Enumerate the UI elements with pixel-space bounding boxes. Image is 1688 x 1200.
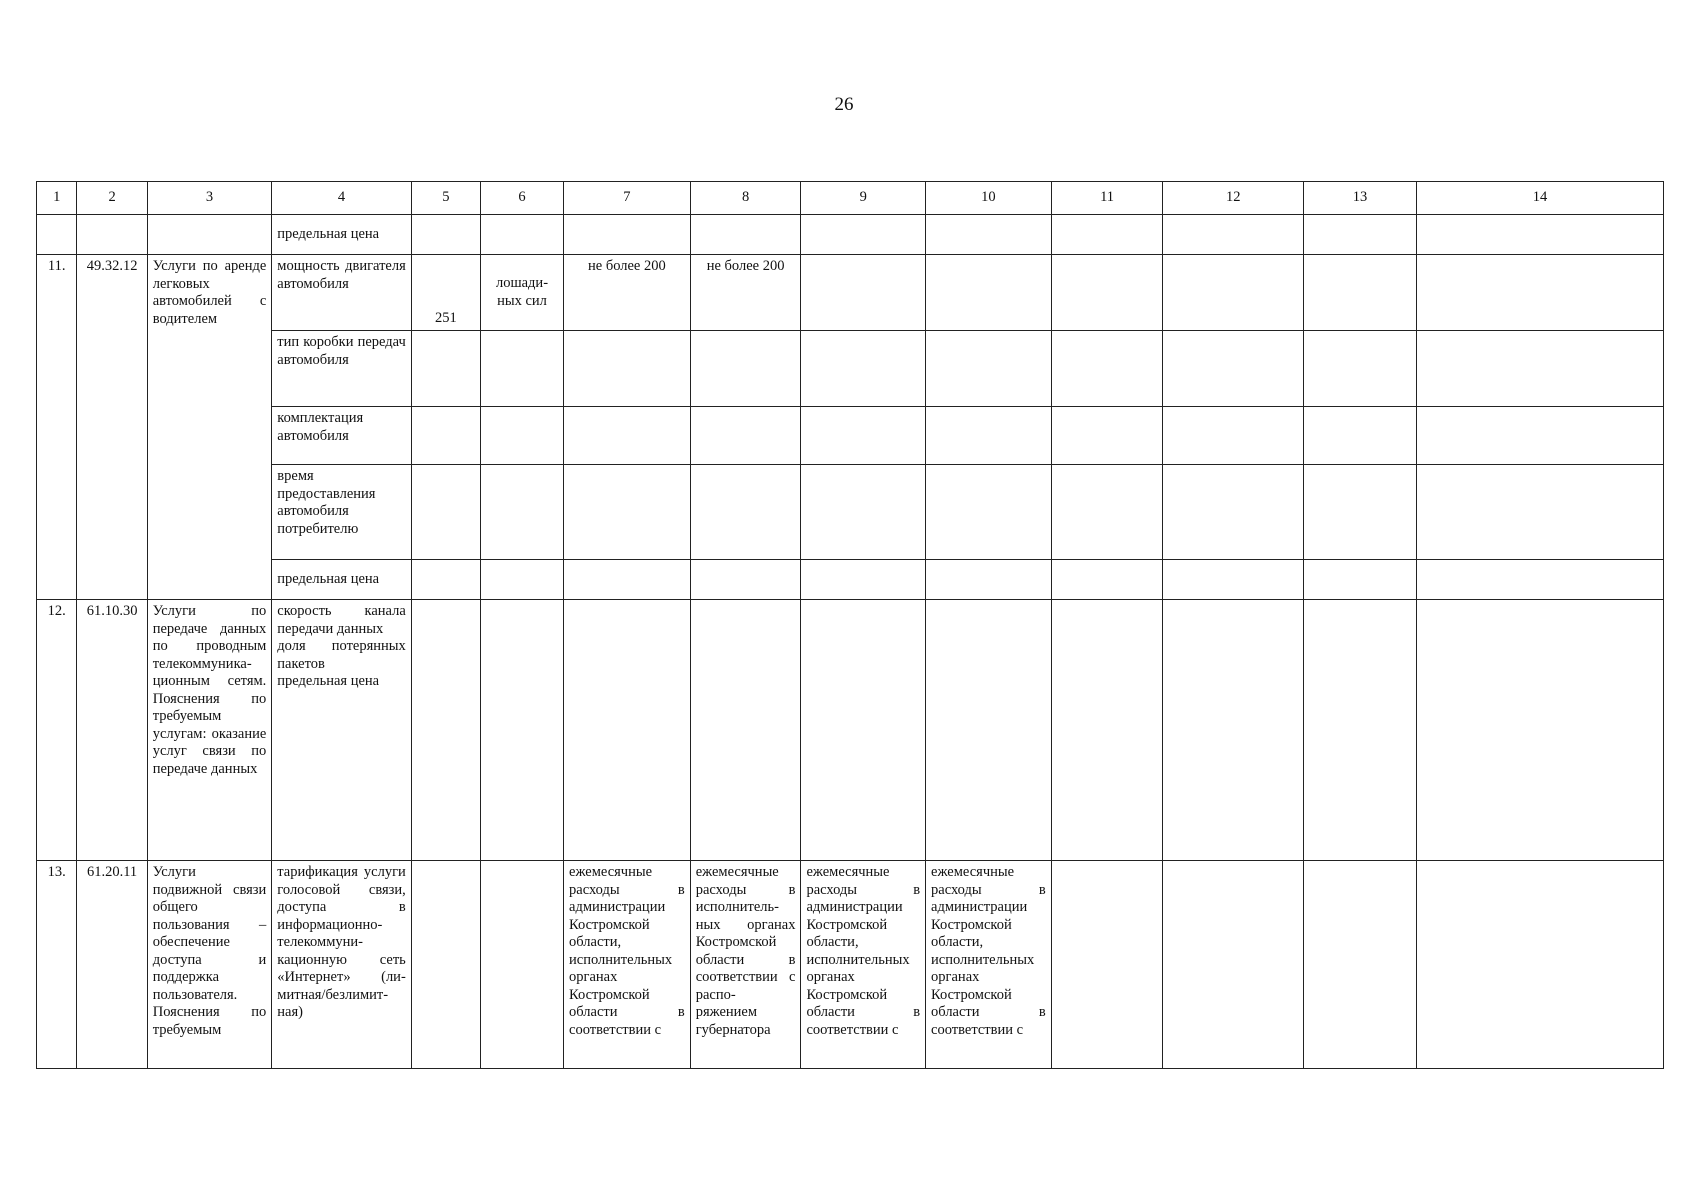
okpd-code: 61.10.30	[77, 600, 147, 861]
row-number: 12.	[37, 600, 77, 861]
characteristic-cell: предельная цена	[272, 215, 411, 255]
item-name: Услуги по аренде легковых автомобилей с водителем	[147, 255, 272, 600]
row-number: 13.	[37, 861, 77, 1069]
header-cell: 7	[564, 182, 691, 215]
row-number: 11.	[37, 255, 77, 600]
header-cell: 3	[147, 182, 272, 215]
data-table	[36, 181, 1664, 1069]
unit-name: лошади-ных сил	[480, 255, 563, 331]
value-cell: ежемесячные расходы в администрации Костромской области, исполнительных органах Костромской области в соответствии с	[926, 861, 1052, 1069]
characteristics-list	[272, 600, 411, 861]
table-row	[37, 465, 1664, 560]
table-row	[37, 407, 1664, 465]
characteristic-cell: тарификация услуги голосовой связи, доступа в информационно-телекоммуни-кационную сеть «Интернет» (ли-митная/безлимит-ная)	[272, 861, 411, 1069]
item-name: Услуги по передаче данных по проводным телекоммуника-ционным сетям. Пояснения по требуемым услугам: оказание услуг связи по передаче данных	[147, 600, 272, 861]
header-row	[37, 182, 1664, 215]
table-row	[37, 600, 1664, 861]
header-cell: 5	[411, 182, 480, 215]
table-row	[37, 331, 1664, 407]
okpd-code: 49.32.12	[77, 255, 147, 600]
characteristic-item: предельная цена	[277, 673, 380, 689]
page-number: 26	[834, 94, 854, 115]
header-cell: 12	[1163, 182, 1304, 215]
header-cell: 11	[1051, 182, 1163, 215]
header-cell: 13	[1304, 182, 1417, 215]
characteristic-cell: предельная цена	[272, 560, 411, 600]
header-cell: 14	[1416, 182, 1663, 215]
characteristic-cell: тип коробки передач автомобиля	[272, 331, 411, 407]
header-cell: 10	[926, 182, 1052, 215]
table-row	[37, 861, 1664, 1069]
characteristic-cell: время предоставления автомобиля потребителю	[272, 465, 411, 560]
table-row	[37, 215, 1664, 255]
characteristic-cell: комплектация автомобиля	[272, 407, 411, 465]
characteristic-item: скорость канала передачи данных	[277, 603, 406, 637]
okpd-code: 61.20.11	[77, 861, 147, 1069]
unit-code: 251	[411, 255, 480, 331]
characteristic-cell: мощность двигателя автомобиля	[272, 255, 411, 331]
value-cell: не более 200	[564, 255, 691, 331]
value-cell: ежемесячные расходы в администрации Костромской области, исполнительных органах Костромской области в соответствии с	[801, 861, 926, 1069]
item-name: Услуги подвижной связи общего пользования – обеспечение доступа и поддержка пользователя. Пояснения по требуемым	[147, 861, 272, 1069]
characteristic-item: доля потерянных пакетов	[277, 638, 406, 672]
header-cell: 2	[77, 182, 147, 215]
header-cell: 8	[690, 182, 801, 215]
value-cell: ежемесячные расходы в исполнитель-ных органах Костромской области в соответствии с распо-ряжением губернатора	[690, 861, 801, 1069]
value-cell: ежемесячные расходы в администрации Костромской области, исполнительных органах Костромской области в соответствии с	[564, 861, 691, 1069]
header-cell: 1	[37, 182, 77, 215]
table-row	[37, 560, 1664, 600]
header-cell: 9	[801, 182, 926, 215]
header-cell: 6	[480, 182, 563, 215]
table-row	[37, 255, 1664, 331]
value-cell: не более 200	[690, 255, 801, 331]
header-cell: 4	[272, 182, 411, 215]
